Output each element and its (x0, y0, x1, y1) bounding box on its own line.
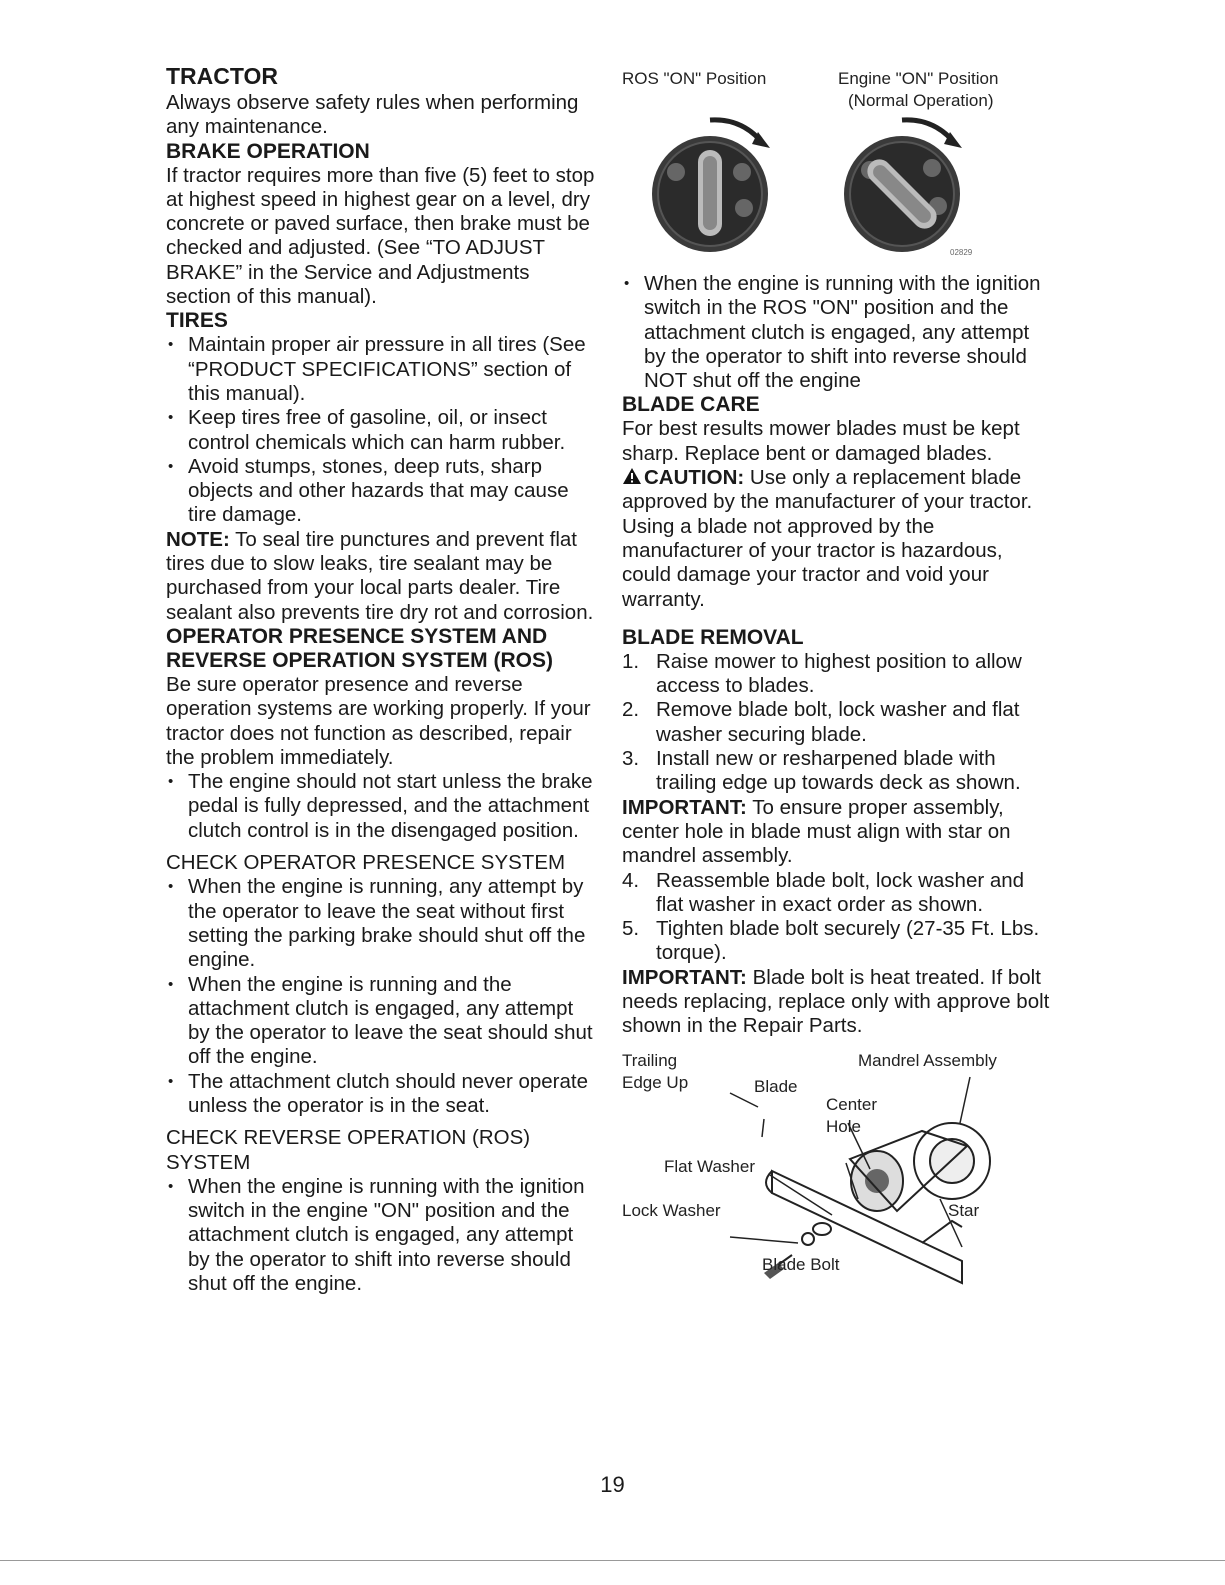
blade-removal-steps-a (622, 650, 1052, 796)
list-item (622, 747, 1052, 796)
list-item (622, 869, 1052, 918)
heading-blade-removal: BLADE REMOVAL (622, 625, 804, 649)
list-item: • Keep tires free of gasoline, oil, or insect control chemicals which can harm rubber. (166, 406, 596, 455)
mandrel-assembly-icon (850, 1123, 990, 1211)
figure-label-ros-on: ROS "ON" Position (622, 69, 767, 88)
step-text: Raise mower to highest position to allow access to blades. (656, 649, 1022, 698)
engine-on-knob-icon (832, 114, 972, 254)
heading-check-ros: CHECK REVERSE OPERATION (ROS) SYSTEM (166, 1126, 531, 1174)
step-text: Reassemble blade bolt, lock washer and flat washer in exact order as shown. (656, 868, 1025, 916)
step-number: 5. (622, 917, 640, 941)
list-item: • Maintain proper air pressure in all tires (See “PRODUCT SPECIFICATIONS” section of this manual). (166, 333, 596, 406)
ops-list (166, 770, 596, 843)
label-star: Star (948, 1200, 980, 1220)
heading-check-operator-presence: CHECK OPERATOR PRESENCE SYSTEM (166, 851, 566, 875)
blade-removal-steps-b (622, 869, 1052, 966)
list-item: • Avoid stumps, stones, deep ruts, sharp objects and other hazards that may cause tire damage. (166, 455, 596, 528)
list-item (622, 917, 1052, 966)
step-number: 2. (622, 698, 640, 722)
ops-text: Be sure operator presence and reverse operation systems are working properly. If your tractor does not function as described, repair the problem immediately. (166, 672, 591, 769)
list-item: • When the engine is running with the ignition switch in the engine "ON" position and the attachment clutch is engaged, any attempt by the operator to shift into reverse should shut off the engine. (166, 1175, 596, 1296)
list-item: • The attachment clutch should never operate unless the operator is in the seat. (166, 1070, 596, 1119)
caution-text: Use only a replacement blade approved by the manufacturer of your tractor. Using a blade not approved by the manufacturer of your tractor is hazardous, could damage your tractor and void your warranty. (622, 466, 1033, 611)
tires-list (166, 333, 596, 527)
blade-assembly-figure (622, 1051, 1052, 1311)
left-column (166, 62, 596, 1296)
important-text: Blade bolt is heat treated. If bolt needs replacing, replace only with approve bolt shown in the Repair Parts. (622, 965, 1050, 1038)
label-lock-washer: Lock Washer (622, 1200, 721, 1220)
step-text: Tighten blade bolt securely (27-35 Ft. Lbs. torque). (656, 917, 1040, 965)
bottom-divider (0, 1560, 1225, 1561)
step-number: 1. (622, 649, 640, 673)
page-number: 19 (600, 1472, 625, 1497)
label-trailing: Trailing (622, 1050, 678, 1070)
brake-text: If tractor requires more than five (5) feet to stop at highest speed in highest gear on a level, dry concrete or paved surface, then brake must be checked and adjusted. (See “TO ADJUST BRAKE” in the Service and Adjustments section of this manual). (166, 163, 595, 309)
important-paragraph-2 (622, 966, 1052, 1039)
caution-paragraph (622, 466, 1052, 612)
step-text: Install new or resharpened blade with trailing edge up towards deck as shown. (656, 747, 1021, 795)
list-item: • When the engine is running with the ignition switch in the ROS "ON" position and the attachment clutch is engaged, any attempt by the operator to shift into reverse should NOT shut off the engine (622, 272, 1052, 393)
tractor-intro: Always observe safety rules when performing any maintenance. (166, 91, 579, 139)
heading-operator-presence: OPERATOR PRESENCE SYSTEM AND REVERSE OPERATION SYSTEM (ROS) (166, 624, 553, 672)
blade-care-text: For best results mower blades must be kept sharp. Replace bent or damaged blades. (622, 417, 1020, 465)
list-item: • When the engine is running, any attempt by the operator to leave the seat without first setting the parking brake should shut off the engine. (166, 875, 596, 972)
figure-label-engine-on: Engine "ON" Position (838, 69, 999, 88)
heading-tires: TIRES (166, 309, 228, 333)
label-flat-washer: Flat Washer (664, 1156, 756, 1176)
ros-on-knob-icon (640, 114, 780, 254)
list-item (622, 650, 1052, 699)
label-center: Center (826, 1094, 878, 1114)
heading-brake-operation: BRAKE OPERATION (166, 139, 370, 163)
check-ros-list (166, 1175, 596, 1296)
lock-washer-icon (802, 1233, 814, 1245)
label-mandrel-assembly: Mandrel Assembly (858, 1050, 997, 1070)
warning-icon (622, 467, 642, 485)
ros-list (622, 272, 1052, 393)
label-blade: Blade (754, 1076, 798, 1096)
note-label: NOTE: (166, 527, 230, 551)
right-column (622, 62, 1052, 1311)
label-blade-bolt: Blade Bolt (762, 1254, 840, 1274)
list-item (622, 698, 1052, 747)
label-edge-up: Edge Up (622, 1072, 689, 1092)
step-text: Remove blade bolt, lock washer and flat washer securing blade. (656, 698, 1020, 746)
important-label: IMPORTANT: (622, 795, 747, 819)
check-ops-list (166, 875, 596, 1118)
note-text: To seal tire punctures and prevent flat tires due to slow leaks, tire sealant may be purchased from your local parts dealer. Tire sealant also prevents tire dry rot and corrosion. (166, 527, 594, 624)
important-paragraph-1 (622, 796, 1052, 869)
label-hole: Hole (826, 1116, 861, 1136)
list-item: • When the engine is running and the attachment clutch is engaged, any attempt by the operator to leave the seat should shut off the engine. (166, 973, 596, 1070)
section-title-tractor: TRACTOR (166, 63, 279, 89)
step-number: 3. (622, 747, 640, 771)
caution-label: CAUTION: (644, 466, 745, 490)
important-text: To ensure proper assembly, center hole in blade must align with star on mandrel assembly. (622, 795, 1011, 868)
figure-label-normal-operation: (Normal Operation) (848, 91, 994, 110)
ignition-switch-figure (622, 62, 1052, 268)
flat-washer-icon (813, 1223, 831, 1235)
important-label: IMPORTANT: (622, 965, 747, 989)
list-item: • The engine should not start unless the brake pedal is fully depressed, and the attachment clutch control is in the disengaged position. (166, 770, 596, 843)
figure-code: 02829 (950, 248, 973, 257)
step-number: 4. (622, 868, 640, 892)
note-paragraph (166, 528, 596, 625)
heading-blade-care: BLADE CARE (622, 393, 760, 417)
